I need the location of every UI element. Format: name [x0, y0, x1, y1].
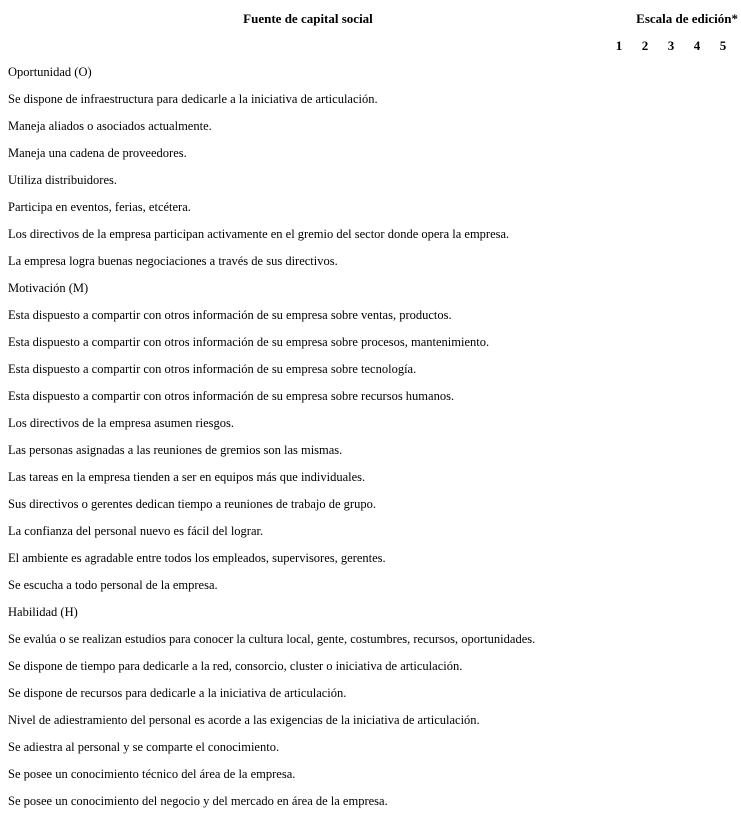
table-row: Participa en eventos, ferias, etcétera.: [8, 200, 191, 214]
table-header: [0, 10, 741, 28]
table-row: Se dispone de recursos para dedicarle a la iniciativa de articulación.: [8, 686, 347, 700]
scale-value-5: 5: [719, 38, 727, 53]
table-row: Los directivos de la empresa asumen riesgos.: [8, 416, 234, 430]
table-body: [8, 63, 728, 819]
table-row: Sus directivos o gerentes dedican tiempo a reuniones de trabajo de grupo.: [8, 497, 376, 511]
table-row: Se posee un conocimiento técnico del área de la empresa.: [8, 767, 296, 781]
table-row: Esta dispuesto a compartir con otros información de su empresa sobre ventas, productos.: [8, 308, 452, 322]
table-row: Se adiestra al personal y se comparte el conocimiento.: [8, 740, 280, 754]
table-row: Esta dispuesto a compartir con otros información de su empresa sobre tecnología.: [8, 362, 417, 376]
section-heading-oportunidad: Oportunidad (O): [8, 65, 92, 79]
table-row: Se escucha a todo personal de la empresa.: [8, 578, 218, 592]
scale-value-1: 1: [615, 38, 623, 53]
table-row: Utiliza distribuidores.: [8, 173, 118, 187]
table-row: Los directivos de la empresa participan activamente en el gremio del sector donde opera la empresa.: [8, 227, 510, 241]
table-row: Las tareas en la empresa tienden a ser en equipos más que individuales.: [8, 470, 366, 484]
table-row: La confianza del personal nuevo es fácil del lograr.: [8, 524, 264, 538]
scale-values: [608, 37, 734, 55]
table-row: Esta dispuesto a compartir con otros información de su empresa sobre procesos, mantenimiento.: [8, 335, 490, 349]
table-row: Esta dispuesto a compartir con otros información de su empresa sobre recursos humanos.: [8, 389, 455, 403]
table-row: Se posee un conocimiento del negocio y del mercado en área de la empresa.: [8, 794, 388, 808]
table-row: Se dispone de tiempo para dedicarle a la red, consorcio, cluster o iniciativa de articulación.: [8, 659, 463, 673]
table-row: Se evalúa o se realizan estudios para conocer la cultura local, gente, costumbres, recursos, oportunidades.: [8, 632, 536, 646]
table-row: Las personas asignadas a las reuniones de gremios son las mismas.: [8, 443, 343, 457]
table-row: Maneja una cadena de proveedores.: [8, 146, 187, 160]
table-row: El ambiente es agradable entre todos los empleados, supervisores, gerentes.: [8, 551, 386, 565]
section-heading-habilidad: Habilidad (H): [8, 605, 78, 619]
section-heading-motivacion: Motivación (M): [8, 281, 89, 295]
scale-value-4: 4: [693, 38, 701, 53]
column-title: Fuente de capital social: [243, 11, 373, 26]
scale-value-3: 3: [667, 38, 675, 53]
table-row: Nivel de adiestramiento del personal es acorde a las exigencias de la iniciativa de articulación.: [8, 713, 480, 727]
table-row: La empresa logra buenas negociaciones a través de sus directivos.: [8, 254, 338, 268]
table-row: Maneja aliados o asociados actualmente.: [8, 119, 212, 133]
table-row: Se dispone de infraestructura para dedicarle a la iniciativa de articulación.: [8, 92, 378, 106]
scale-value-2: 2: [641, 38, 649, 53]
scale-title: Escala de edición*: [636, 11, 738, 26]
